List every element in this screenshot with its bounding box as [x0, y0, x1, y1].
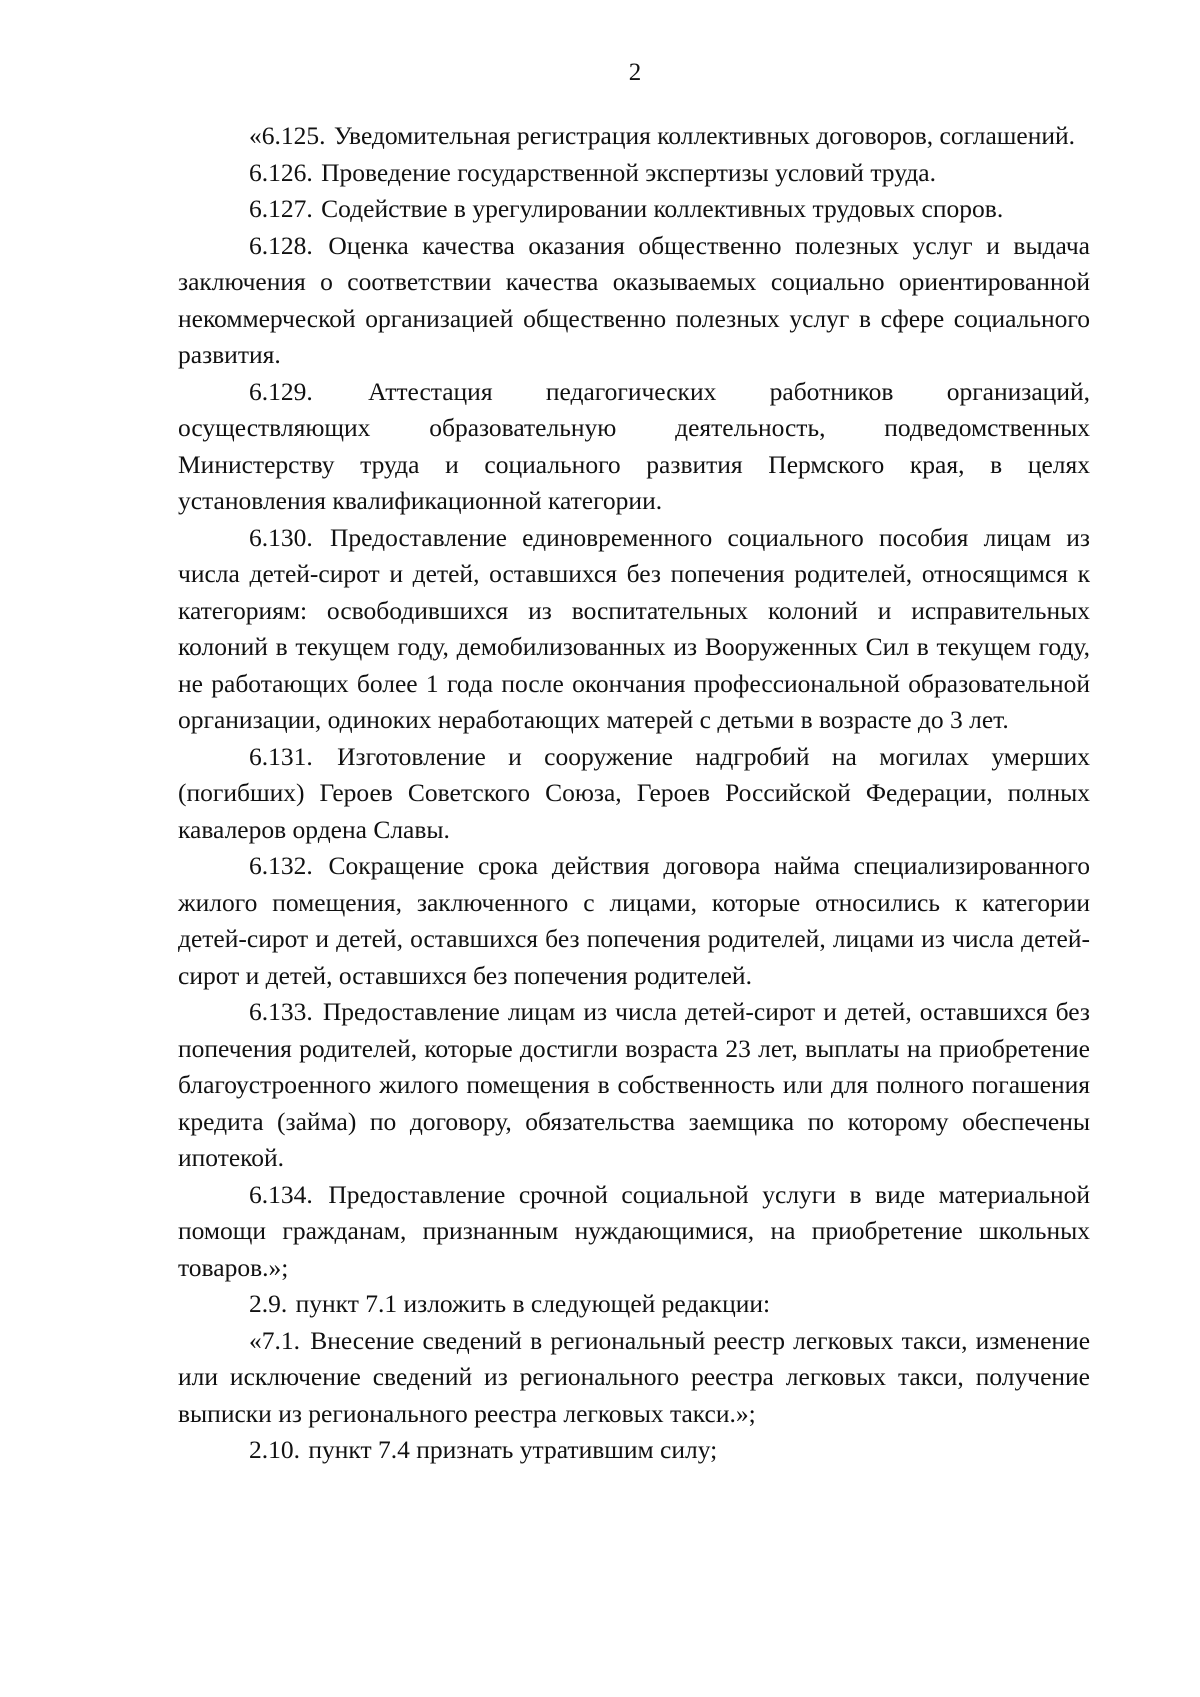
paragraph-6-126 — [178, 155, 1090, 192]
paragraph-text: Предоставление единовременного социального пособия лицам из числа детей-сирот и детей, оставшихся без попечения родителей, относящимся к категориям: освободившихся из воспитательных колоний и исправительных колоний в текущем году, демобилизованных из Вооруженных Сил в текущем году, не работающих более 1 года после окончания профессиональной образовательной организации, одиноких неработающих матерей с детьми в возрасте до 3 лет. — [178, 522, 1091, 734]
paragraph-number: 6.131. — [249, 741, 313, 771]
paragraph-text: Оценка качества оказания общественно полезных услуг и выдача заключения о соответствии качества оказываемых социально ориентированной некоммерческой организацией общественно полезных услуг в сфере социального развития. — [178, 230, 1090, 369]
paragraph-number: 6.132. — [249, 851, 313, 880]
paragraph-number: 6.130. — [249, 522, 313, 552]
paragraph-text: Сокращение срока действия договора найма специализированного жилого помещения, заключенного с лицами, которые относились к категории детей-сирот и детей, оставшихся без попечения родителей, лицами из числа детей-сирот и детей, оставшихся без попечения родителей. — [178, 851, 1090, 990]
paragraph-number: 6.127. — [249, 194, 313, 223]
paragraph-text: Предоставление срочной социальной услуги в виде материальной помощи гражданам, признанным нуждающимися, на приобретение школьных товаров.»; — [178, 1179, 1091, 1282]
paragraph-text: Внесение сведений в региональный реестр легковых такси, изменение или исключение сведений из регионального реестра легковых такси, получение выписки из регионального реестра легковых такси.»; — [178, 1325, 1091, 1428]
paragraph-number: «6.125. — [249, 121, 326, 150]
paragraph-text: пункт 7.1 изложить в следующей редакции: — [295, 1289, 771, 1318]
paragraph-number: 2.10. — [249, 1435, 300, 1464]
paragraph-number: 6.133. — [249, 997, 313, 1026]
paragraph-text: Содействие в урегулировании коллективных трудовых споров. — [321, 194, 1004, 223]
paragraph-6-130 — [178, 520, 1090, 739]
paragraph-7-1 — [178, 1323, 1090, 1433]
paragraph-6-131 — [178, 739, 1090, 849]
paragraph-text: Аттестация педагогических работников организаций, осуществляющих образовательную деятельность, подведомственных Министерству труда и социального развития Пермского края, в целях установления квалификационной категории. — [178, 376, 1090, 515]
paragraph-6-129 — [178, 374, 1090, 520]
paragraph-text: Предоставление лицам из числа детей-сирот и детей, оставшихся без попечения родителей, которые достигли возраста 23 лет, выплаты на приобретение благоустроенного жилого помещения в собственность или для полного погашения кредита (займа) по договору, обязательства заемщика по которому обеспечены ипотекой. — [178, 997, 1090, 1172]
page-number: 2 — [628, 59, 642, 86]
paragraph-2-9 — [178, 1286, 1090, 1323]
paragraph-number: 6.126. — [249, 157, 313, 187]
document-body — [178, 118, 1090, 1469]
paragraph-2-10 — [178, 1432, 1090, 1469]
paragraph-number: 6.129. — [249, 376, 313, 406]
paragraph-text: Уведомительная регистрация коллективных договоров, соглашений. — [333, 121, 1076, 150]
paragraph-6-128 — [178, 228, 1090, 374]
paragraph-text: пункт 7.4 признать утратившим силу; — [308, 1435, 718, 1464]
paragraph-number: 2.9. — [249, 1289, 288, 1318]
paragraph-text: Изготовление и сооружение надгробий на могилах умерших (погибших) Героев Советского Союза, Героев Российской Федерации, полных кавалеров ордена Славы. — [178, 741, 1091, 844]
paragraph-6-134 — [178, 1177, 1090, 1287]
paragraph-6-133 — [178, 994, 1090, 1177]
paragraph-6-125 — [178, 118, 1090, 155]
paragraph-6-127 — [178, 191, 1090, 228]
paragraph-6-132 — [178, 848, 1090, 994]
paragraph-number: «7.1. — [249, 1325, 300, 1355]
paragraph-number: 6.134. — [249, 1179, 313, 1209]
paragraph-text: Проведение государственной экспертизы условий труда. — [321, 157, 937, 187]
paragraph-number: 6.128. — [249, 230, 313, 260]
